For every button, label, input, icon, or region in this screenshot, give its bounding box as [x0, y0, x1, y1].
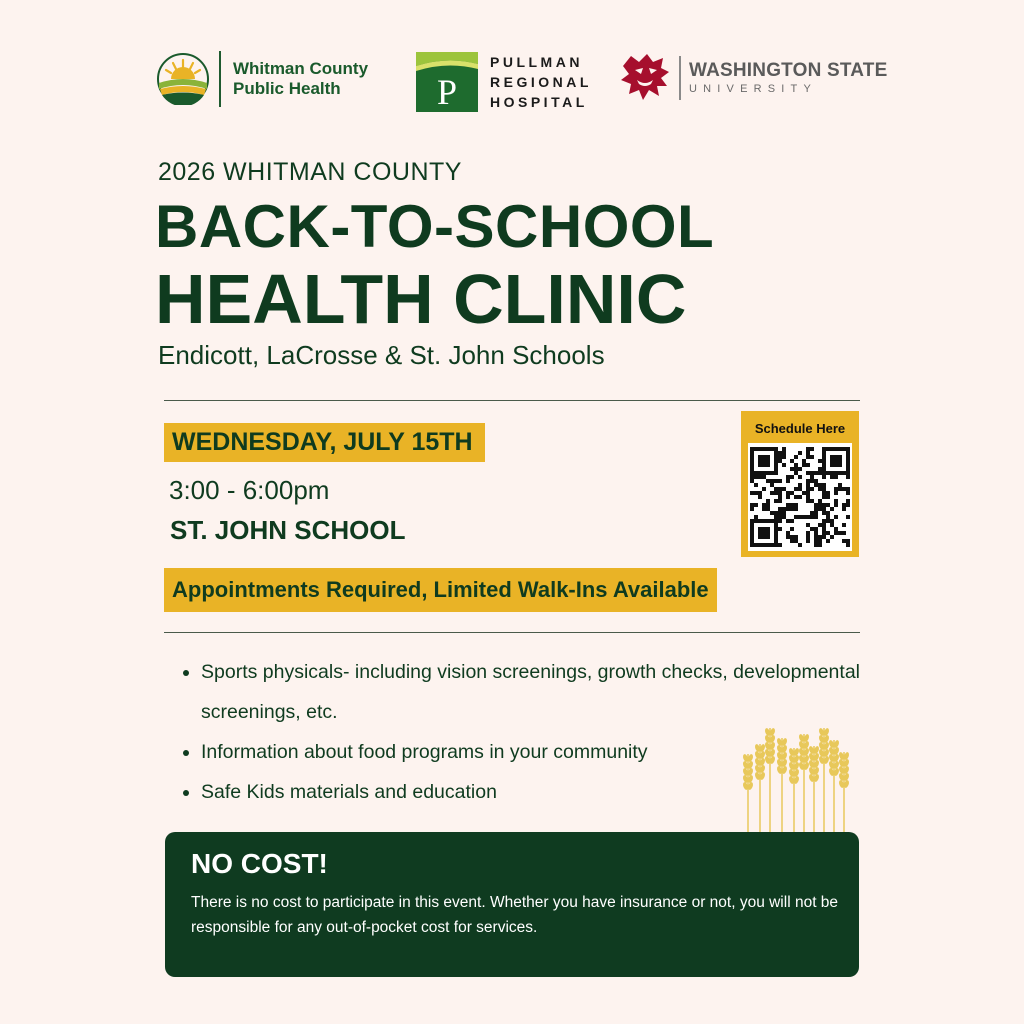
- pullman-regional-hospital-logo: [416, 52, 592, 112]
- no-cost-title: NO COST!: [191, 848, 328, 879]
- wcph-name-line1: Whitman County: [233, 59, 369, 78]
- event-location: ST. JOHN SCHOOL: [170, 515, 406, 545]
- cougar-head-icon: [617, 50, 673, 106]
- schedule-label: Schedule Here: [754, 421, 846, 436]
- divider-top: [164, 400, 860, 401]
- wheat-stalks-icon: [738, 724, 854, 834]
- event-time: 3:00 - 6:00pm: [169, 475, 330, 505]
- wsu-name-line1: WASHINGTON STATE: [689, 60, 888, 81]
- washington-state-university-logo: [617, 50, 887, 106]
- schedule-qr-panel[interactable]: [741, 411, 859, 557]
- sun-over-fields-icon: [157, 53, 209, 105]
- wsu-name-line2: UNIVERSITY: [689, 83, 818, 95]
- list-item: • Information about food programs in your community: [201, 732, 861, 772]
- event-subtitle: 2026 WHITMAN COUNTY: [158, 158, 462, 186]
- prh-name-line1: PULLMAN: [490, 54, 583, 70]
- event-date: WEDNESDAY, JULY 15TH: [164, 423, 485, 462]
- wcph-name: [233, 59, 368, 99]
- divider-bottom: [164, 632, 860, 633]
- no-cost-panel: [165, 832, 859, 977]
- list-item: • Safe Kids materials and education: [201, 772, 861, 812]
- svg-text:P: P: [436, 72, 458, 112]
- event-title-line1: BACK-TO-SCHOOL: [155, 193, 715, 260]
- prh-name: [490, 52, 592, 112]
- wsu-name: [689, 60, 887, 96]
- p-hill-logo-icon: [416, 52, 478, 112]
- no-cost-text: There is no cost to participate in this event. Whether you have insurance or not, you will not be responsible for any out-of-pocket cost for services.: [191, 894, 839, 936]
- appointment-notice: Appointments Required, Limited Walk-Ins Available: [164, 568, 717, 612]
- prh-name-line2: REGIONAL: [490, 74, 592, 90]
- list-item: • Sports physicals- including vision screenings, growth checks, developmental screenings, etc.: [201, 652, 861, 732]
- qr-code-icon[interactable]: [748, 443, 852, 551]
- participating-schools: Endicott, LaCrosse & St. John Schools: [158, 340, 605, 370]
- prh-name-line3: HOSPITAL: [490, 94, 588, 110]
- logo-divider: [679, 56, 681, 100]
- whitman-county-public-health-logo: [157, 50, 368, 108]
- wcph-name-line2: Public Health: [233, 79, 341, 98]
- event-title-line2: HEALTH CLINIC: [155, 260, 687, 338]
- logo-divider: [219, 51, 221, 107]
